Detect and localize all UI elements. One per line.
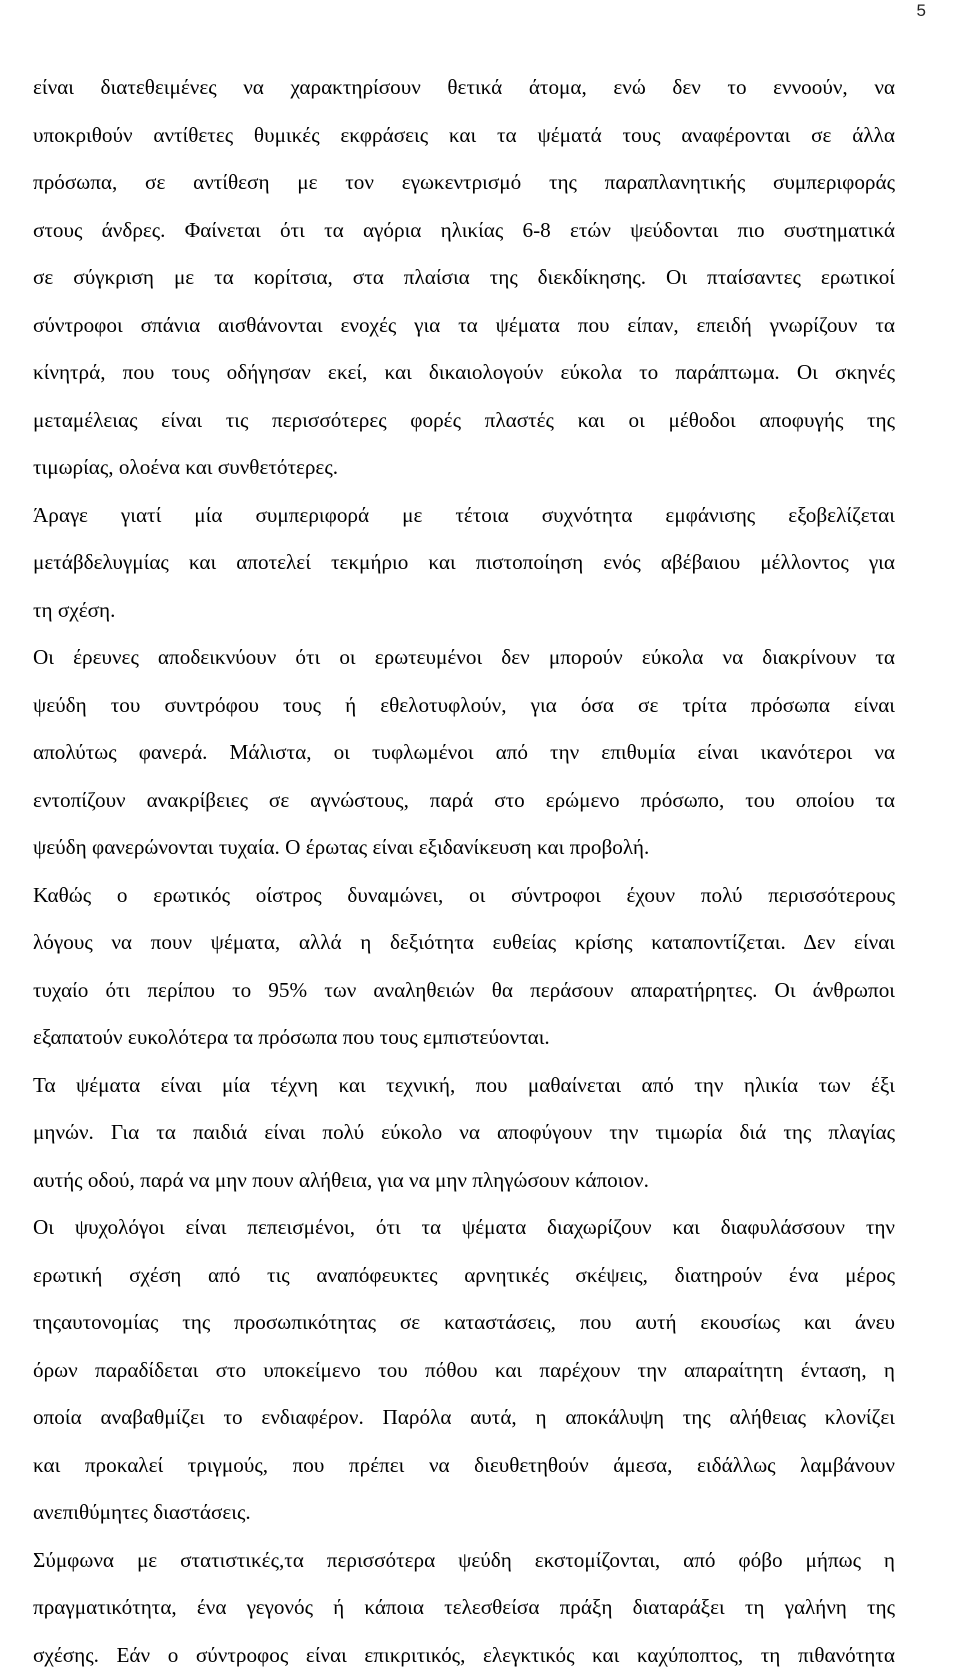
text-line: πρόσωπα, σε αντίθεση με τον εγωκεντρισμό της παραπλανητικής συμπεριφοράς xyxy=(33,159,895,207)
page-number: 5 xyxy=(917,0,926,22)
text-line: σε σύγκριση με τα κορίτσια, στα πλαίσια της διεκδίκησης. Οι πταίσαντες ερωτικοί xyxy=(33,254,895,302)
text-line: οποία αναβαθμίζει το ενδιαφέρον. Παρόλα αυτά, η αποκάλυψη της αλήθειας κλονίζει xyxy=(33,1394,895,1442)
document-body xyxy=(33,64,895,1679)
text-line: εξαπατούν ευκολότερα τα πρόσωπα που τους εμπιστεύονται. xyxy=(33,1014,895,1062)
text-line: μεταμέλειας είναι τις περισσότερες φορές πλαστές και οι μέθοδοι αποφυγής της xyxy=(33,397,895,445)
text-line: ψεύδη φανερώνονται τυχαία. Ο έρωτας είναι εξιδανίκευση και προβολή. xyxy=(33,824,895,872)
text-line: όρων παραδίδεται στο υποκείμενο του πόθου και παρέχουν την απαραίτητη ένταση, η xyxy=(33,1347,895,1395)
text-line: Οι έρευνες αποδεικνύουν ότι οι ερωτευμένοι δεν μπορούν εύκολα να διακρίνουν τα xyxy=(33,634,895,682)
text-line: λόγους να πουν ψέματα, αλλά η δεξιότητα ευθείας κρίσης καταποντίζεται. Δεν είναι xyxy=(33,919,895,967)
text-line: τυχαίο ότι περίπου το 95% των αναληθειών θα περάσουν απαρατήρητες. Οι άνθρωποι xyxy=(33,967,895,1015)
text-line: είναι διατεθειμένες να χαρακτηρίσουν θετικά άτομα, ενώ δεν το εννοούν, να xyxy=(33,64,895,112)
text-line: στους άνδρες. Φαίνεται ότι τα αγόρια ηλικίας 6-8 ετών ψεύδονται πιο συστηματικά xyxy=(33,207,895,255)
text-line: τη σχέση. xyxy=(33,587,895,635)
text-line: Καθώς ο ερωτικός οίστρος δυναμώνει, οι σύντροφοι έχουν πολύ περισσότερους xyxy=(33,872,895,920)
text-line: Τα ψέματα είναι μία τέχνη και τεχνική, που μαθαίνεται από την ηλικία των έξι xyxy=(33,1062,895,1110)
text-line: Σύμφωνα με στατιστικές,τα περισσότερα ψεύδη εκστομίζονται, από φόβο μήπως η xyxy=(33,1537,895,1585)
text-line: τηςαυτονομίας της προσωπικότητας σε καταστάσεις, που αυτή εκουσίως και άνευ xyxy=(33,1299,895,1347)
text-line: Άραγε γιατί μία συμπεριφορά με τέτοια συχνότητα εμφάνισης εξοβελίζεται xyxy=(33,492,895,540)
text-line: πραγματικότητα, ένα γεγονός ή κάποια τελεσθείσα πράξη διαταράξει τη γαλήνη της xyxy=(33,1584,895,1632)
text-line: ερωτική σχέση από τις αναπόφευκτες αρνητικές σκέψεις, διατηρούν ένα μέρος xyxy=(33,1252,895,1300)
text-line: τιμωρίας, ολοένα και συνθετότερες. xyxy=(33,444,895,492)
text-line: σύντροφοι σπάνια αισθάνονται ενοχές για τα ψέματα που είπαν, επειδή γνωρίζουν τα xyxy=(33,302,895,350)
text-line: μηνών. Για τα παιδιά είναι πολύ εύκολο να αποφύγουν την τιμωρία διά της πλαγίας xyxy=(33,1109,895,1157)
text-line: ανεπιθύμητες διαστάσεις. xyxy=(33,1489,895,1537)
text-line: υποκριθούν αντίθετες θυμικές εκφράσεις και τα ψέματά τους αναφέρονται σε άλλα xyxy=(33,112,895,160)
text-line: εντοπίζουν ανακρίβειες σε αγνώστους, παρά στο ερώμενο πρόσωπο, του οποίου τα xyxy=(33,777,895,825)
text-line: απολύτως φανερά. Μάλιστα, οι τυφλωμένοι από την επιθυμία είναι ικανότεροι να xyxy=(33,729,895,777)
text-line: σχέσης. Εάν ο σύντροφος είναι επικριτικός, ελεγκτικός και καχύποπτος, τη πιθανότητα xyxy=(33,1632,895,1679)
text-line: κίνητρά, που τους οδήγησαν εκεί, και δικαιολογούν εύκολα το παράπτωμα. Οι σκηνές xyxy=(33,349,895,397)
text-line: και προκαλεί τριγμούς, που πρέπει να διευθετηθούν άμεσα, ειδάλλως λαμβάνουν xyxy=(33,1442,895,1490)
text-line: αυτής οδού, παρά να μην πουν αλήθεια, για να μην πληγώσουν κάποιον. xyxy=(33,1157,895,1205)
text-line: μετάβδελυγμίας και αποτελεί τεκμήριο και πιστοποίηση ενός αβέβαιου μέλλοντος για xyxy=(33,539,895,587)
text-line: ψεύδη του συντρόφου τους ή εθελοτυφλούν, για όσα σε τρίτα πρόσωπα είναι xyxy=(33,682,895,730)
text-line: Οι ψυχολόγοι είναι πεπεισμένοι, ότι τα ψέματα διαχωρίζουν και διαφυλάσσουν την xyxy=(33,1204,895,1252)
